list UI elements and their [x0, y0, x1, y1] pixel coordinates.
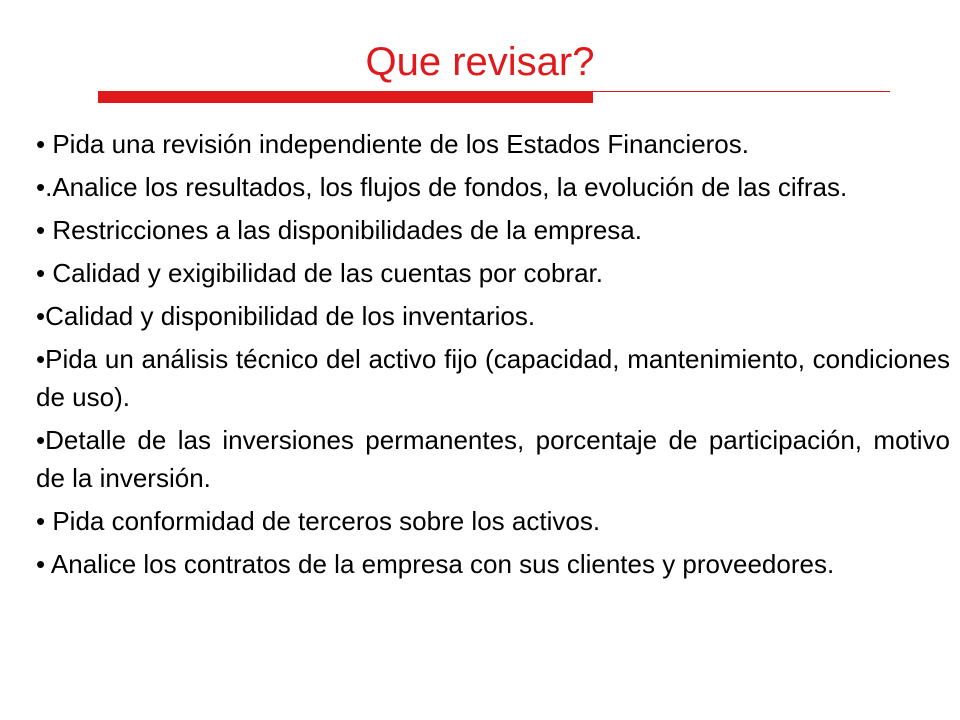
bullet-item: •Detalle de las inversiones permanentes, porcentaje de participación, motivo de la inversión.: [36, 425, 950, 493]
bullet-item: •Calidad y disponibilidad de los inventarios.: [36, 301, 536, 331]
title-underline-line: [593, 91, 890, 92]
bullet-item: •Pida un análisis técnico del activo fijo (capacidad, mantenimiento, condiciones de uso).: [36, 344, 950, 412]
bullet-item: • Restricciones a las disponibilidades de la empresa.: [36, 215, 642, 245]
bullet-list: [36, 125, 950, 588]
title-underline-bar: [98, 91, 593, 103]
slide-title: Que revisar?: [365, 40, 595, 84]
bullet-item: • Calidad y exigibilidad de las cuentas por cobrar.: [36, 258, 603, 288]
bullet-item: •.Analice los resultados, los flujos de fondos, la evolución de las cifras.: [36, 172, 848, 202]
bullet-item: • Pida conformidad de terceros sobre los activos.: [36, 506, 601, 536]
bullet-item: • Analice los contratos de la empresa con sus clientes y proveedores.: [36, 549, 835, 579]
bullet-item: • Pida una revisión independiente de los Estados Financieros.: [36, 129, 749, 159]
